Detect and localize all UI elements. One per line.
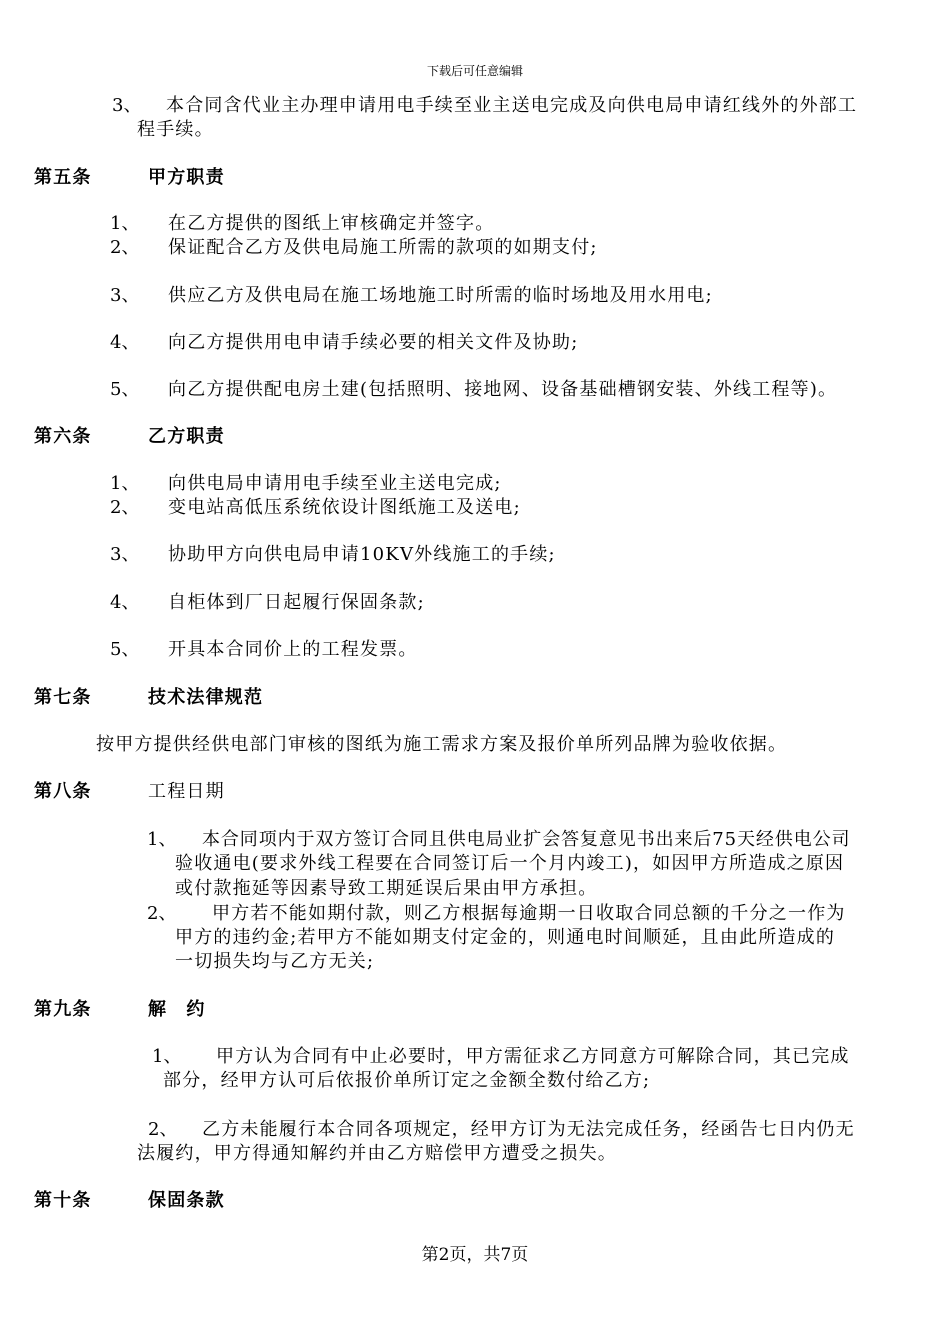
- section-paragraph: 按甲方提供经供电部门审核的图纸为施工需求方案及报价单所列品牌为验收依据。: [96, 734, 788, 755]
- item-number: 4、: [110, 592, 140, 613]
- item-text: 向供电局申请用电手续至业主送电完成;: [168, 473, 502, 494]
- page-header-note: 下载后可任意编辑: [426, 64, 523, 78]
- item-number: 4、: [110, 332, 140, 353]
- item-text: 在乙方提供的图纸上审核确定并签字。: [168, 213, 495, 234]
- item-text: 本合同项内于双方签订合同且供电局业扩会答复意见书出来后75天经供电公司: [202, 829, 851, 850]
- page-footer: 第2页，共7页: [421, 1245, 529, 1265]
- item-text: 开具本合同价上的工程发票。: [168, 639, 418, 660]
- item-text: 向乙方提供配电房土建(包括照明、接地网、设备基础槽钢安装、外线工程等)。: [168, 379, 838, 400]
- section-label: 第八条: [34, 781, 92, 802]
- item-text: 保证配合乙方及供电局施工所需的款项的如期支付;: [168, 237, 598, 258]
- section-title: 工程日期: [148, 781, 225, 802]
- item-text-cont: 验收通电(要求外线工程要在合同签订后一个月内竣工)，如因甲方所造成之原因: [175, 853, 845, 874]
- item-number: 2、: [148, 1119, 178, 1140]
- item-text: 向乙方提供用电申请手续必要的相关文件及协助;: [168, 332, 579, 353]
- section-title: 甲方职责: [148, 167, 225, 188]
- item-number: 1、: [110, 473, 140, 494]
- item-text-cont: 法履约，甲方得通知解约并由乙方赔偿甲方遭受之损失。: [137, 1143, 617, 1164]
- item-number: 5、: [110, 379, 140, 400]
- item-text: 变电站高低压系统依设计图纸施工及送电;: [168, 497, 521, 518]
- item-text-cont: 或付款拖延等因素导致工期延误后果由甲方承担。: [175, 878, 598, 899]
- section-title: 技术法律规范: [148, 687, 264, 708]
- section-label: 第六条: [34, 426, 92, 447]
- item-text: 甲方认为合同有中止必要时，甲方需征求乙方同意方可解除合同，其已完成: [216, 1046, 850, 1067]
- item-number: 1、: [152, 1046, 182, 1067]
- item-number: 2、: [110, 237, 140, 258]
- section-label: 第五条: [34, 167, 92, 188]
- item-text-cont: 甲方的违约金;若甲方不能如期支付定金的，则通电时间顺延，且由此所造成的: [175, 927, 836, 948]
- item-number: 5、: [110, 639, 140, 660]
- section-label: 第九条: [34, 999, 92, 1020]
- item-text-cont: 程手续。: [137, 119, 214, 140]
- item-number: 2、: [147, 903, 177, 924]
- item-text-cont: 一切损失均与乙方无关;: [175, 951, 375, 972]
- section-title: 解 约: [148, 999, 206, 1020]
- item-number: 2、: [110, 497, 140, 518]
- item-number: 3、: [110, 285, 140, 306]
- item-text: 本合同含代业主办理申请用电手续至业主送电完成及向供电局申请红线外的外部工: [166, 95, 858, 116]
- section-title: 乙方职责: [148, 426, 225, 447]
- item-text: 协助甲方向供电局申请10KV外线施工的手续;: [168, 544, 556, 565]
- item-text: 自柜体到厂日起履行保固条款;: [168, 592, 425, 613]
- item-number: 3、: [110, 544, 140, 565]
- item-text: 甲方若不能如期付款，则乙方根据每逾期一日收取合同总额的千分之一作为: [212, 903, 846, 924]
- section-title: 保固条款: [148, 1190, 225, 1211]
- item-number: 3、: [112, 95, 142, 116]
- item-number: 1、: [110, 213, 140, 234]
- item-text: 供应乙方及供电局在施工场地施工时所需的临时场地及用水用电;: [168, 285, 713, 306]
- item-number: 1、: [147, 829, 177, 850]
- section-label: 第十条: [34, 1190, 92, 1211]
- item-text: 乙方未能履行本合同各项规定，经甲方订为无法完成任务，经函告七日内仍无: [202, 1119, 855, 1140]
- section-label: 第七条: [34, 687, 92, 708]
- item-text-cont: 部分，经甲方认可后依报价单所订定之金额全数付给乙方;: [163, 1070, 651, 1091]
